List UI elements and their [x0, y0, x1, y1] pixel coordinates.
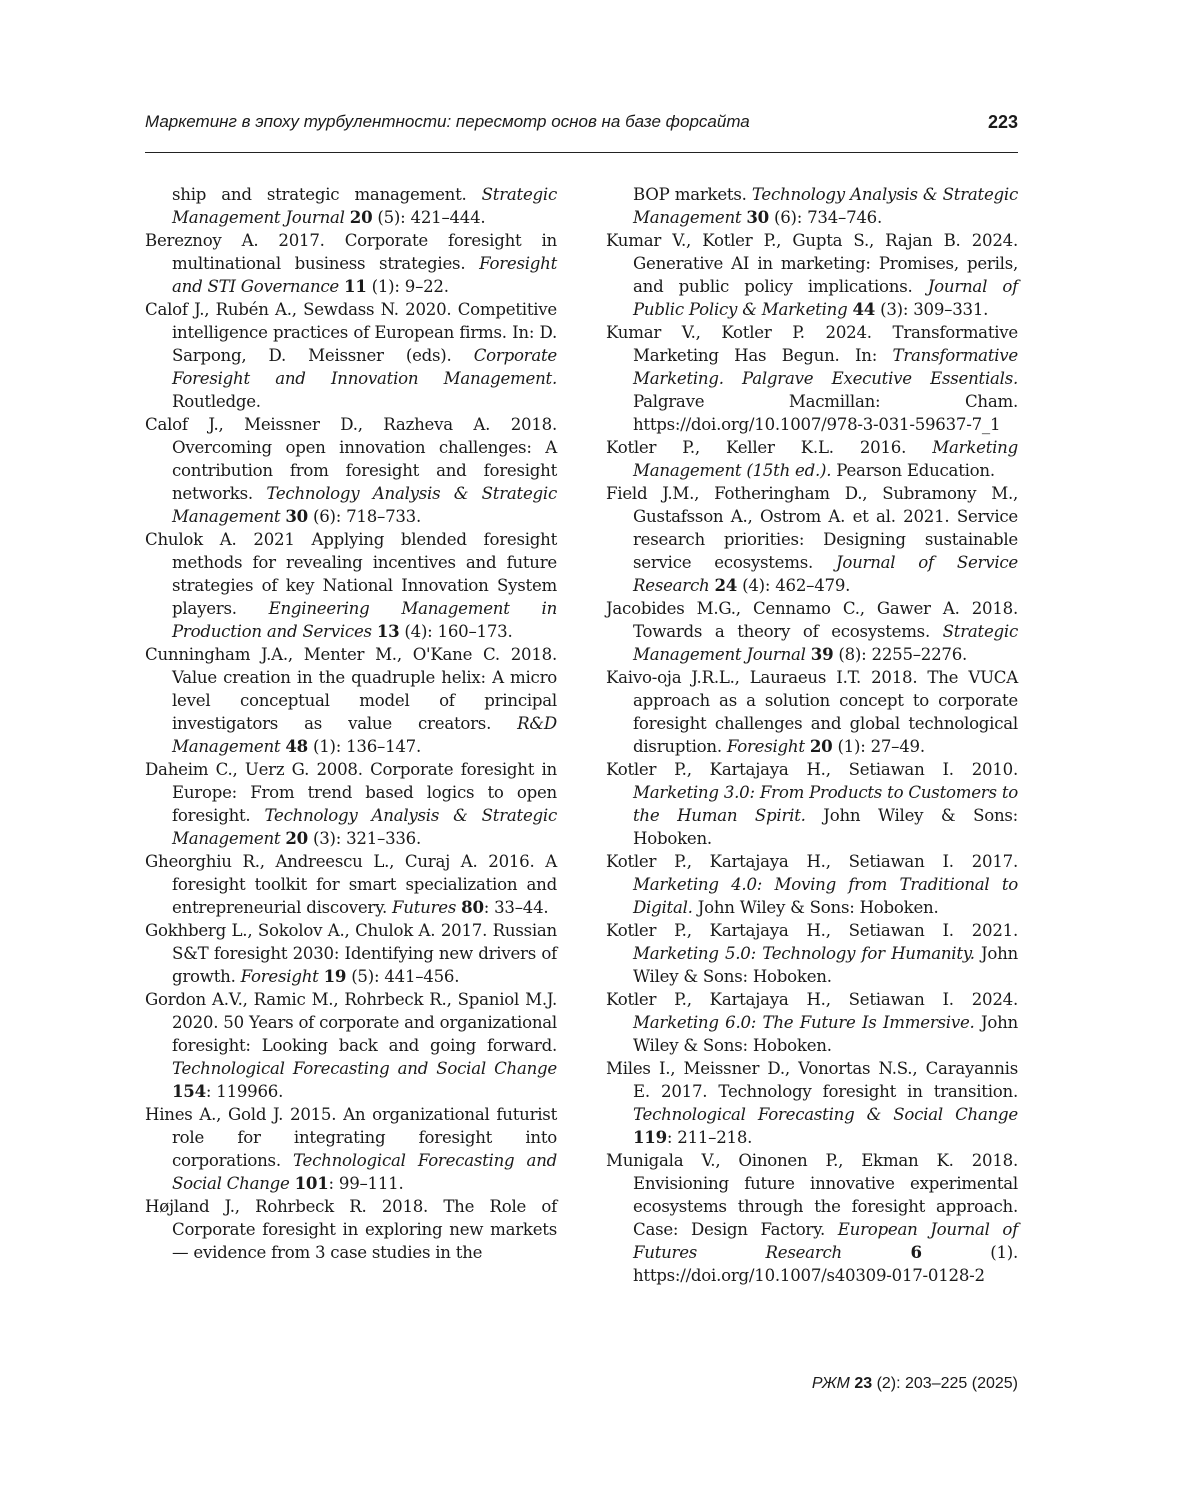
ref-volume: 20 — [809, 736, 833, 756]
ref-details: Pearson Education. — [831, 461, 995, 480]
reference-entry — [145, 528, 557, 643]
reference-entry — [145, 413, 557, 528]
ref-details: Palgrave Macmillan: Cham. https://doi.org/10.1007/978-3-031-59637-7_1 — [633, 392, 1018, 434]
reference-entry — [606, 482, 1018, 597]
ref-details: (1): 27–49. — [832, 737, 925, 756]
ref-volume: 119 — [633, 1127, 667, 1147]
ref-journal: Futures — [392, 898, 457, 917]
page-footer — [812, 1375, 1018, 1393]
ref-volume: 30 — [746, 207, 769, 227]
ref-text: Calof J., Meissner D., Razheva A. 2018. Overcoming open innovation challenges: A contribution from foresight and foresight networks. — [145, 415, 557, 503]
ref-journal: Marketing 4.0: Moving from Traditional to Digital. — [633, 875, 1018, 917]
reference-entry — [606, 229, 1018, 321]
ref-details: (3): 309–331. — [875, 300, 989, 319]
ref-journal: Corporate Foresight and Innovation Management. — [172, 346, 557, 388]
ref-journal: Technology Analysis & Strategic Management — [172, 806, 558, 848]
running-title: Маркетинг в эпоху турбулентности: пересмотр основ на базе форсайта — [145, 112, 750, 131]
ref-details: (5): 421–444. — [372, 208, 486, 227]
ref-journal: Strategic Management Journal — [172, 185, 557, 227]
reference-entry — [606, 597, 1018, 666]
ref-details: John Wiley & Sons: Hoboken. — [633, 1013, 1018, 1055]
ref-journal: Marketing 5.0: Technology for Humanity. — [633, 944, 975, 963]
reference-entry — [606, 758, 1018, 850]
ref-journal: European Journal of Futures Research — [633, 1220, 1018, 1262]
reference-entry — [145, 643, 557, 758]
ref-volume: 39 — [810, 644, 834, 664]
ref-details: (1): 136–147. — [307, 737, 422, 756]
ref-volume: 101 — [294, 1173, 329, 1193]
ref-details: (8): 2255–2276. — [833, 645, 968, 664]
ref-journal: Strategic Management Journal — [633, 622, 1018, 664]
ref-journal: Engineering Management in Production and Services — [172, 599, 558, 641]
ref-volume: 154 — [172, 1081, 206, 1101]
footer-volume: 23 — [854, 1375, 873, 1392]
ref-journal: Journal of Public Policy & Marketing — [633, 277, 1018, 319]
ref-details: (6): 734–746. — [768, 208, 883, 227]
footer-journal: РЖМ — [811, 1375, 850, 1392]
ref-text: Gordon A.V., Ramic M., Rohrbeck R., Spaniol M.J. 2020. 50 Years of corporate and organizational foresight: Looking back and going forward. — [145, 990, 557, 1055]
reference-entry — [145, 919, 557, 988]
ref-volume: 48 — [285, 736, 308, 756]
references-left-column — [145, 183, 557, 1264]
ref-journal: Marketing 6.0: The Future Is Immersive. — [633, 1013, 975, 1032]
ref-text: Miles I., Meissner D., Vonortas N.S., Carayannis E. 2017. Technology foresight in transition. — [606, 1059, 1018, 1101]
ref-text: Gokhberg L., Sokolov A., Chulok A. 2017. Russian S&T foresight 2030: Identifying new drivers of growth. — [145, 921, 557, 986]
ref-volume: 24 — [714, 575, 738, 595]
ref-volume: 20 — [285, 828, 308, 848]
ref-details: John Wiley & Sons: Hoboken. — [633, 944, 1018, 986]
references-right-column — [606, 183, 1018, 1287]
ref-journal: Transformative Marketing. Palgrave Executive Essentials. — [633, 346, 1018, 388]
ref-text: Field J.M., Fotheringham D., Subramony M., Gustafsson A., Ostrom A. et al. 2021. Service research priorities: Designing sustainable service ecosystems. — [606, 484, 1018, 572]
ref-details: John Wiley & Sons: Hoboken. — [692, 898, 939, 917]
ref-details: : 211–218. — [666, 1128, 753, 1147]
ref-volume: 13 — [376, 621, 400, 641]
header-rule — [145, 152, 1018, 153]
ref-volume: 30 — [285, 506, 308, 526]
reference-entry — [145, 229, 557, 298]
reference-entry — [606, 1149, 1018, 1287]
ref-details: John Wiley & Sons: Hoboken. — [633, 806, 1018, 848]
ref-details: : 119966. — [205, 1082, 284, 1101]
footer-issue-pages: (2): 203–225 (2025) — [876, 1375, 1018, 1392]
ref-text: Kaivo-oja J.R.L., Lauraeus I.T. 2018. The VUCA approach as a solution concept to corporate foresight challenges and global technological disruption. — [606, 668, 1018, 756]
ref-volume: 11 — [344, 276, 367, 296]
ref-text: Kotler P., Kartajaya H., Setiawan I. 2010. — [606, 760, 1018, 779]
reference-entry — [606, 1057, 1018, 1149]
ref-text: Bereznoy A. 2017. Corporate foresight in multinational business strategies. — [145, 231, 557, 273]
reference-entry — [145, 1195, 557, 1264]
ref-journal: Technological Forecasting and Social Change — [172, 1059, 557, 1078]
ref-journal: Technology Analysis & Strategic Management — [172, 484, 558, 526]
ref-volume: 6 — [910, 1242, 922, 1262]
ref-text: Munigala V., Oinonen P., Ekman K. 2018. Envisioning future innovative experimental ecosystems through the foresight approach. Case: Design Factory. — [606, 1151, 1018, 1239]
reference-entry — [606, 666, 1018, 758]
ref-text: BOP markets. — [633, 185, 752, 204]
running-header — [145, 112, 1018, 138]
ref-details: : 99–111. — [328, 1174, 404, 1193]
ref-text: ship and strategic management. — [172, 185, 482, 204]
ref-volume: 80 — [461, 897, 484, 917]
ref-journal: Technology Analysis & Strategic Management — [633, 185, 1018, 227]
ref-journal: Marketing Management (15th ed.). — [633, 438, 1018, 480]
ref-details: (1): 9–22. — [366, 277, 449, 296]
ref-text: Jacobides M.G., Cennamo C., Gawer A. 2018. Towards a theory of ecosystems. — [606, 599, 1018, 641]
ref-details: (4): 462–479. — [737, 576, 851, 595]
ref-text: Kotler P., Kartajaya H., Setiawan I. 2024. — [606, 990, 1018, 1009]
ref-text: Hines A., Gold J. 2015. An organizational futurist role for integrating foresight into corporations. — [145, 1105, 557, 1170]
reference-entry — [606, 436, 1018, 482]
ref-details: (4): 160–173. — [399, 622, 513, 641]
ref-text: Kotler P., Kartajaya H., Setiawan I. 2017. — [606, 852, 1018, 871]
reference-entry — [145, 1103, 557, 1195]
ref-volume: 19 — [323, 966, 347, 986]
ref-volume: 20 — [349, 207, 373, 227]
ref-journal: R&D Management — [172, 714, 557, 756]
reference-entry — [145, 183, 557, 229]
reference-entry — [606, 183, 1018, 229]
ref-journal: Foresight and STI Governance — [172, 254, 557, 296]
ref-text: Gheorghiu R., Andreescu L., Curaj A. 2016. A foresight toolkit for smart specialization and entrepreneurial discovery. — [145, 852, 557, 917]
reference-entry — [606, 850, 1018, 919]
reference-entry — [145, 988, 557, 1103]
ref-journal: Marketing 3.0: From Products to Customers to the Human Spirit. — [633, 783, 1018, 825]
ref-details: (3): 321–336. — [307, 829, 422, 848]
ref-text: Kumar V., Kotler P. 2024. Transformative Marketing Has Begun. In: — [606, 323, 1018, 365]
page-number: 223 — [987, 112, 1018, 132]
ref-journal: Journal of Service Research — [633, 553, 1019, 595]
ref-text: Cunningham J.A., Menter M., O'Kane C. 2018. Value creation in the quadruple helix: A micro level conceptual model of principal investigators as value creators. — [145, 645, 557, 733]
ref-text: Chulok A. 2021 Applying blended foresight methods for revealing incentives and future strategies of key National Innovation System players. — [145, 530, 557, 618]
reference-entry — [145, 758, 557, 850]
reference-entry — [606, 988, 1018, 1057]
ref-details: (6): 718–733. — [307, 507, 422, 526]
ref-journal: Technological Forecasting & Social Change — [633, 1105, 1018, 1124]
reference-entry — [606, 919, 1018, 988]
ref-details: : 33–44. — [483, 898, 549, 917]
ref-text: Daheim C., Uerz G. 2008. Corporate foresight in Europe: From trend based logics to open foresight. — [145, 760, 557, 825]
ref-text: Calof J., Rubén A., Sewdass N. 2020. Competitive intelligence practices of European firms. In: D. Sarpong, D. Meissner (eds). — [145, 300, 557, 365]
ref-journal: Foresight — [726, 737, 805, 756]
ref-details: (5): 441–456. — [346, 967, 460, 986]
ref-volume: 44 — [852, 299, 876, 319]
ref-journal: Foresight — [240, 967, 319, 986]
reference-entry — [145, 298, 557, 413]
reference-entry — [606, 321, 1018, 436]
ref-text: Kumar V., Kotler P., Gupta S., Rajan B. 2024. Generative AI in marketing: Promises, perils, and public policy implications. — [606, 231, 1018, 296]
ref-text: Kotler P., Kartajaya H., Setiawan I. 2021. — [606, 921, 1018, 940]
ref-details: (1). https://doi.org/10.1007/s40309-017-0128-2 — [633, 1243, 1019, 1285]
ref-details: Routledge. — [172, 392, 261, 411]
reference-entry — [145, 850, 557, 919]
ref-journal: Technological Forecasting and Social Change — [172, 1151, 557, 1193]
ref-text: Kotler P., Keller K.L. 2016. — [606, 438, 933, 457]
ref-text: Højland J., Rohrbeck R. 2018. The Role of Corporate foresight in exploring new markets — evidence from 3 case studies in the — [145, 1197, 557, 1262]
